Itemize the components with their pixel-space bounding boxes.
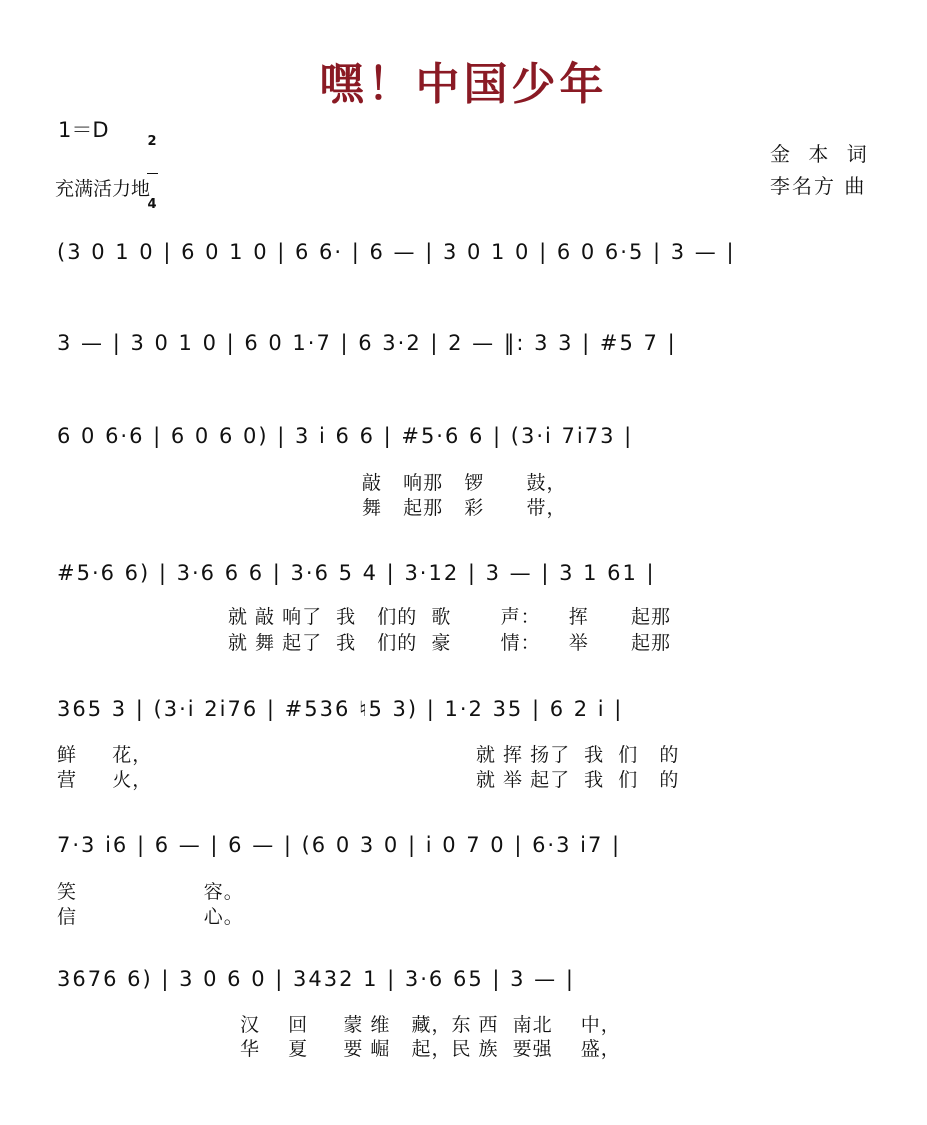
notation-line-2: 3 — | 3 0 1 0 | 6 0 1·7 | 6 3·2 | 2 — ‖: 3 3 | #5 7 |: [57, 331, 677, 355]
notation-line-4: #5·6 6) | 3·6 6 6 | 3·6 5 4 | 3·12 | 3 — | 3 1 61 |: [57, 561, 656, 585]
notation-line-5: 365 3 | (3·i 2i76 | #536 ♮5 3) | 1·2 35 | 6 2 i |: [57, 697, 624, 721]
lyric-line-3-verse-1: 敲 响那 锣 鼓，: [362, 472, 567, 494]
lyric-line-7-verse-2: 华 夏 要 崛 起，民 族 要强 盛，: [240, 1038, 621, 1060]
lyric-line-7-verse-1: 汉 回 蒙 维 藏，东 西 南北 中，: [240, 1014, 621, 1036]
song-title: 嘿！中国少年: [319, 59, 608, 110]
lyric-line-3-verse-2: 舞 起那 彩 带，: [362, 497, 567, 519]
lyric-line-5-verse-2: 营 火， 就 举 起了 我 们 的: [57, 769, 680, 791]
lyric-line-6-verse-1: 笑 容。: [57, 881, 244, 903]
lyric-line-5-verse-1: 鲜 花， 就 挥 扬了 我 们 的: [57, 744, 680, 766]
lyric-line-4-verse-1: 就 敲 响了 我 们的 歌 声： 挥 起那: [228, 606, 672, 628]
key-signature: 1＝D: [58, 118, 109, 142]
notation-line-1: (3 0 1 0 | 6 0 1 0 | 6 6· | 6 — | 3 0 1 0 | 6 0 6·5 | 3 — |: [57, 240, 736, 264]
notation-line-6: 7·3 i6 | 6 — | 6 — | (6 0 3 0 | i 0 7 0 | 6·3 i7 |: [57, 833, 622, 857]
notation-line-7: 3676 6) | 3 0 6 0 | 3432 1 | 3·6 65 | 3 — |: [57, 967, 575, 991]
lyric-line-6-verse-2: 信 心。: [57, 906, 244, 928]
composer-credit: 李名方 曲: [770, 174, 867, 198]
notation-line-3: 6 0 6·6 | 6 0 6 0) | 3 i 6 6 | #5·6 6 | (3·i 7i73 |: [57, 424, 634, 448]
tempo-marking: 充满活力地: [55, 178, 151, 200]
time-signature-bottom: 4: [147, 197, 157, 212]
time-signature: [145, 112, 159, 223]
lyricist-credit: 金 本 词: [770, 142, 873, 166]
time-signature-top: 2: [147, 134, 157, 149]
lyric-line-4-verse-2: 就 舞 起了 我 们的 豪 情： 举 起那: [228, 632, 672, 654]
